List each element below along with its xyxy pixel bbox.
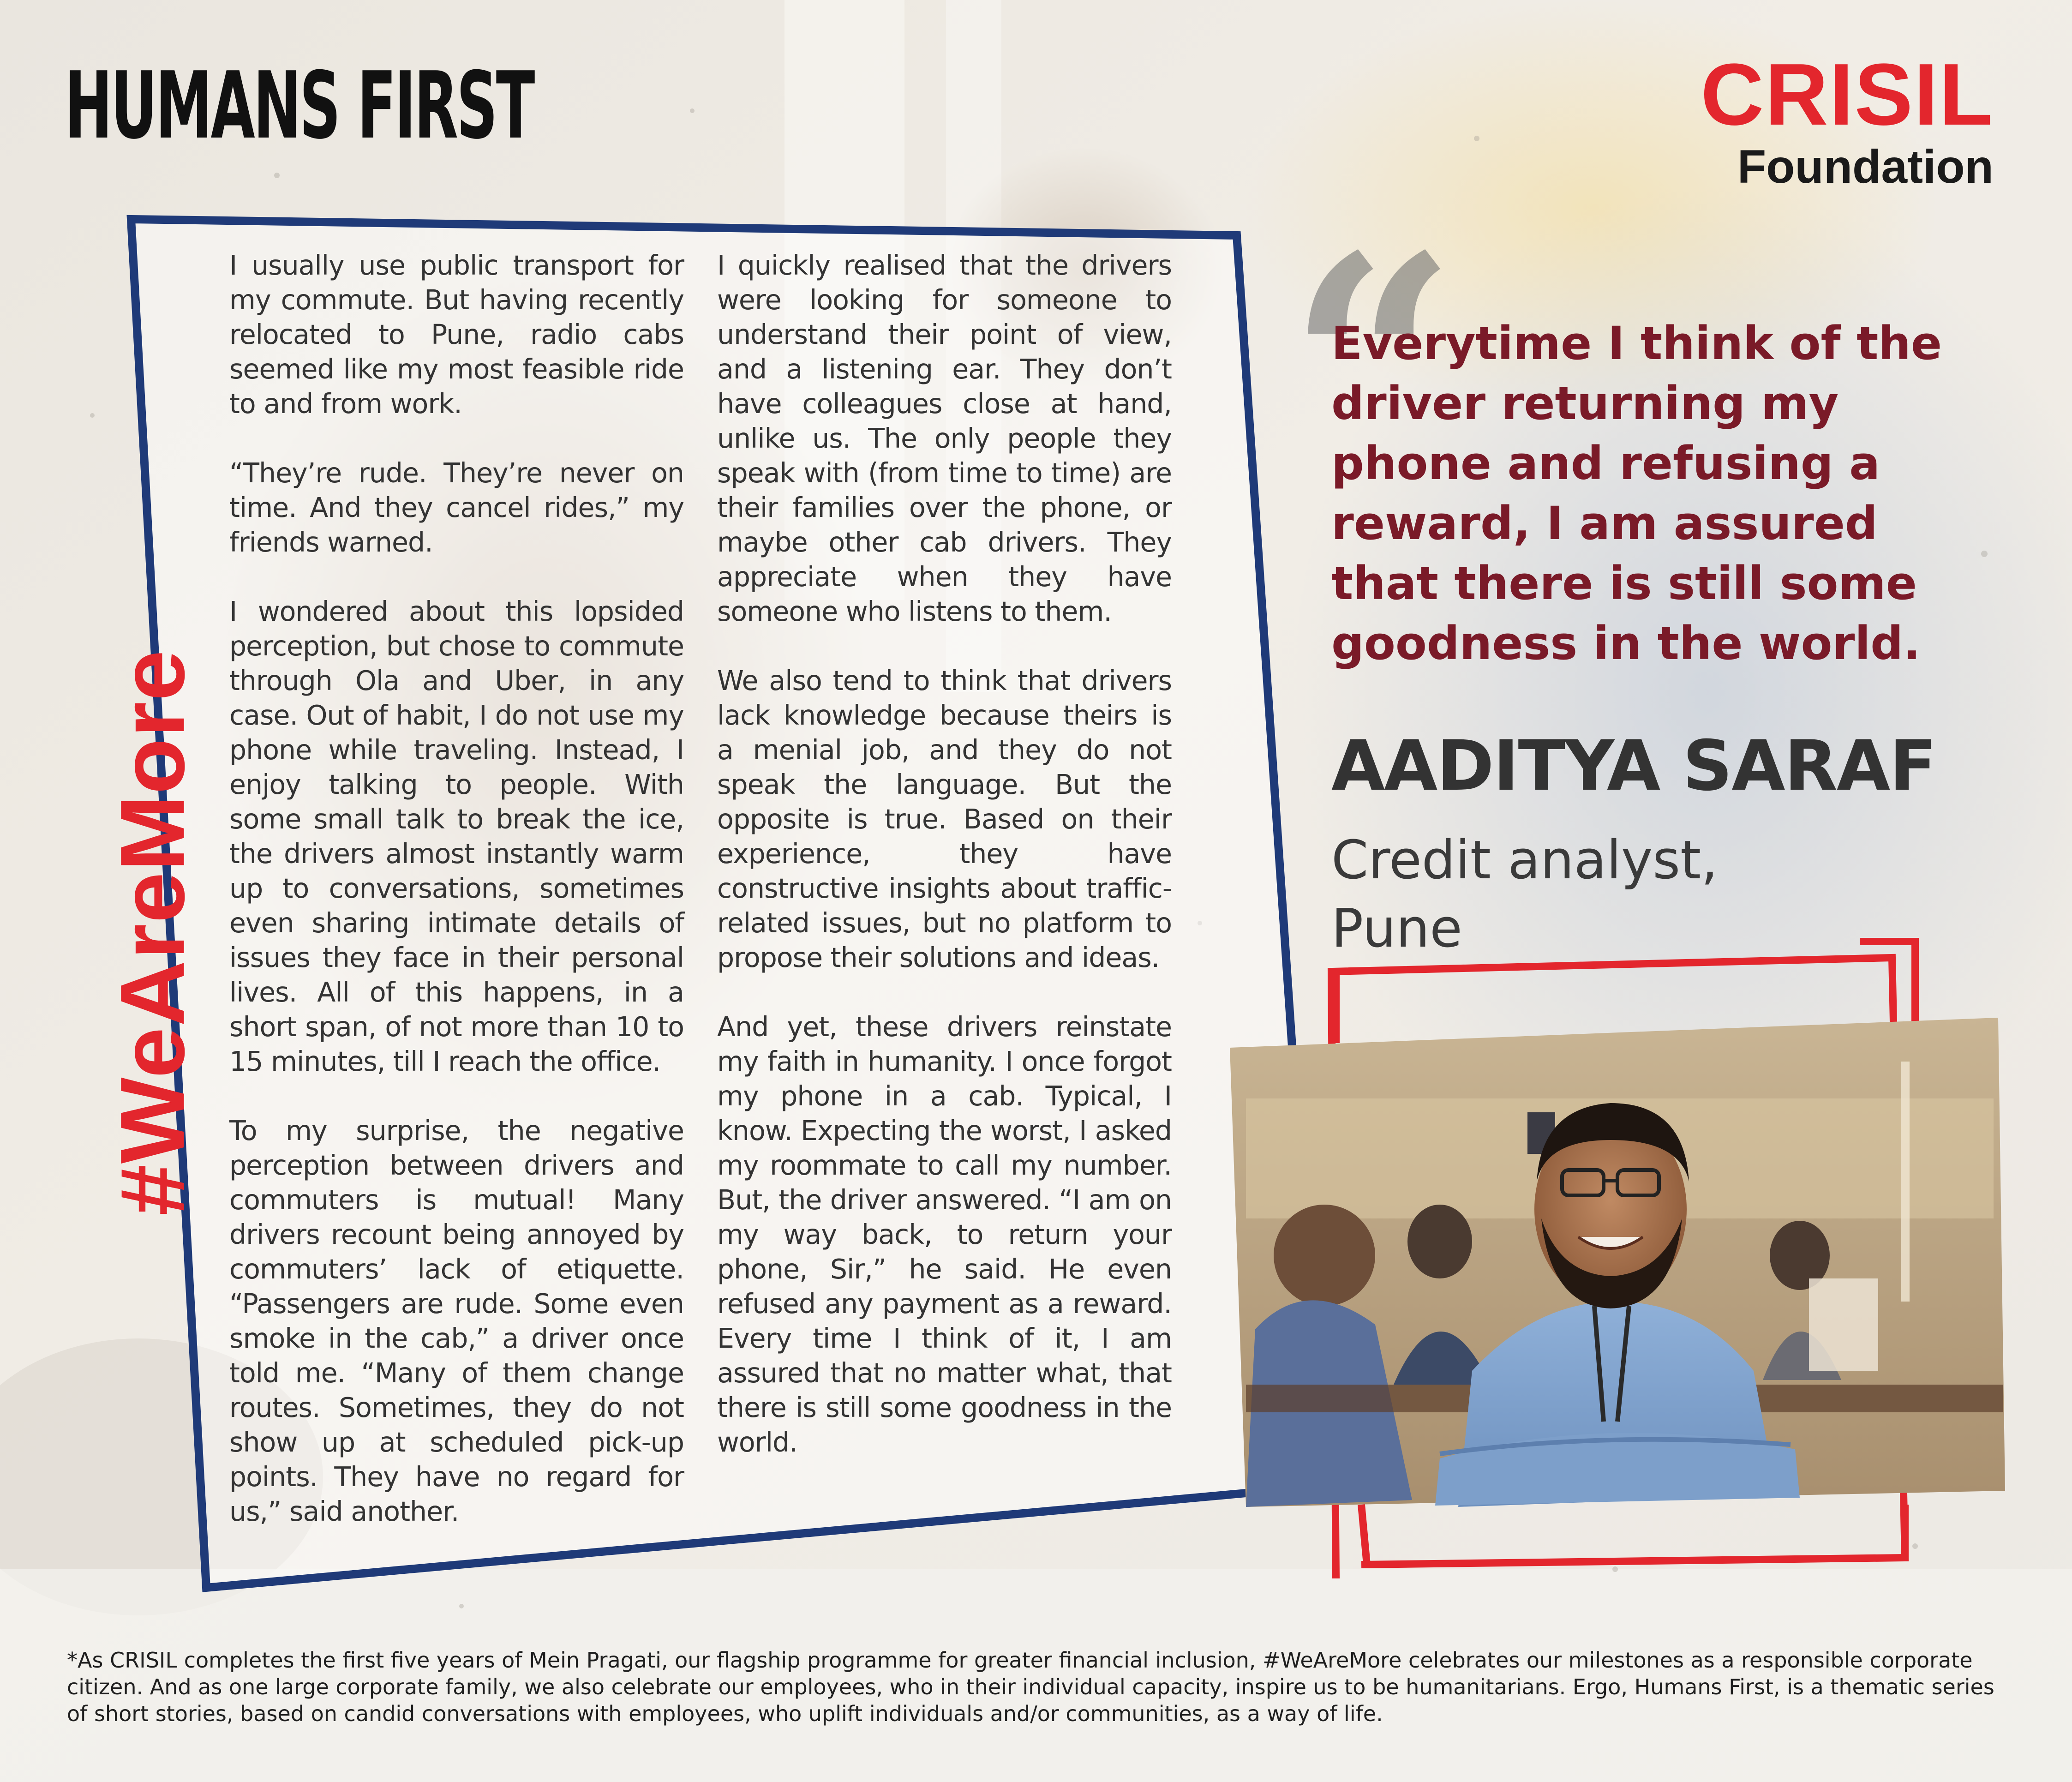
logo-name: CRISIL — [1701, 46, 1994, 144]
person-location: Pune — [1331, 898, 1462, 960]
footnote: *As CRISIL completes the first five years of Mein Pragati, our flagship programme for greater financial inclusion, #WeAreMore celebrates our milestones as a responsible corporate citizen. And as one large corporate family, we also celebrate our employees, who in their individual capacity, inspire us to be humanitarians. Ergo, Humans First, is a thematic series of short stories, based on candid conversations with employees, who uplift individuals and/or communities, as a way of life. — [67, 1648, 1994, 1726]
logo-subtitle: Foundation — [1737, 140, 1994, 193]
pull-quote: Everytime I think of the driver returning my phone and refusing a reward, I am assured that there is still some goodness in the world. — [1331, 317, 1942, 670]
story-paragraph: I wondered about this lopsided perception, but chose to commute through Ola and Uber, in any case. Out of habit, I do not use my phone while traveling. Instead, I enjoy talking to people. With some small talk to break the ice, the drivers almost instantly warm up to conversations, sometimes even sharing intimate details of issues they face in their personal lives. All of this happens, in a short span, of not more than 10 to 15 minutes, till I reach the office. — [229, 596, 684, 1077]
red-frame-bottom — [1361, 1505, 1367, 1565]
hashtag-text: #WeAreMore — [101, 649, 204, 1216]
story-paragraph: I quickly realised that the drivers were looking for someone to understand their point of view, and a listening ear. They don’t have colleagues close at hand, unlike us. The only people they speak with (from time to time) are their families over the phone, or maybe other cab drivers. They appreciate when they have someone who listens to them. — [717, 250, 1172, 627]
portrait-photo — [1230, 1018, 2005, 1507]
story-paragraph: We also tend to think that drivers lack knowledge because theirs is a menial job, and they do not speak the language. But the opposite is true. Based on their experience, they have constructive insights about traffic-related issues, but no platform to propose their solutions and ideas. — [717, 665, 1172, 973]
story-paragraph: “They’re rude. They’re never on time. And they cancel rides,” my friends warned. — [229, 457, 684, 558]
person-title: Credit analyst, — [1331, 829, 1718, 891]
story-paragraph: And yet, these drivers reinstate my faith in humanity. I once forgot my phone in a cab. Typical, I know. Expecting the worst, I asked my roommate to call my number. But, the driver answered. “I am on my way back, to return your phone, Sir,” he said. He even refused any payment as a reward. Every time I think of it, I am assured that no matter what, that there is still some goodness in the world. — [717, 1011, 1172, 1458]
story-paragraph: To my surprise, the negative perception between drivers and commuters is mutual! Many drivers recount being annoyed by commuters’ lack of etiquette. “Passengers are rude. Some even smoke in the cab,” a driver once told me. “Many of them change routes. Sometimes, they do not show up at scheduled pick-up points. They have no regard for us,” said another. — [229, 1115, 684, 1527]
quote-mark-icon: “ — [1288, 191, 1458, 538]
page-title: HUMANS FIRST — [65, 52, 533, 160]
story-paragraph: I usually use public transport for my commute. But having recently relocated to Pune, radio cabs seemed like my most feasible ride to and from work. — [229, 250, 684, 420]
person-name: AADITYA SARAF — [1331, 726, 1936, 806]
